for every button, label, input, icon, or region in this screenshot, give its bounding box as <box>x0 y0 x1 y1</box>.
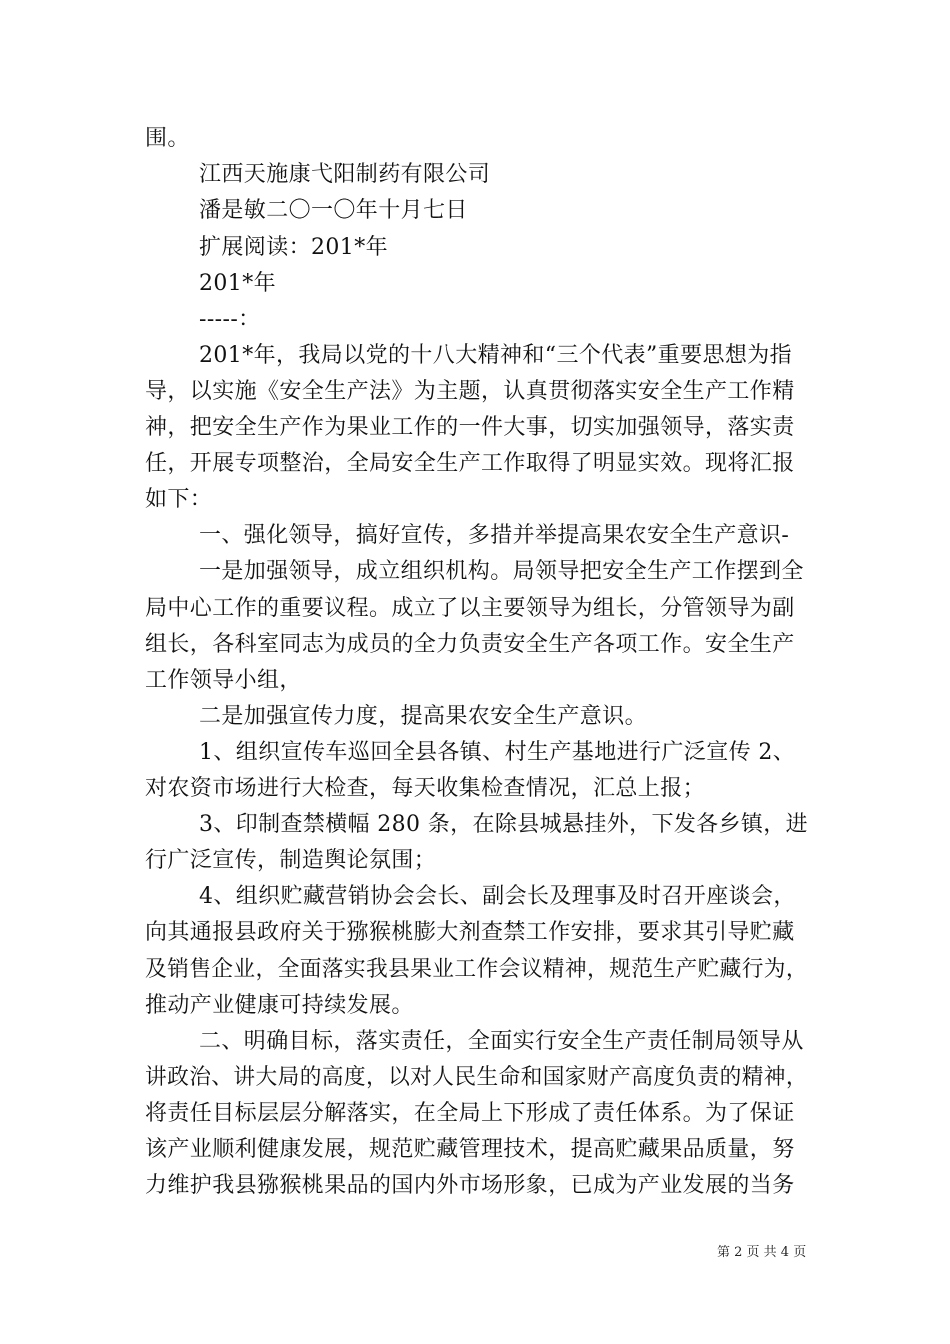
text-line: 局中心工作的重要议程。成立了以主要领导为组长，分管领导为副 <box>145 596 795 621</box>
text-line: 一是加强领导，成立组织机构。局领导把安全生产工作摆到全 <box>199 559 804 584</box>
text-line: 神，把安全生产作为果业工作的一件大事，切实加强领导，落实责 <box>145 415 795 440</box>
text-line: 及销售企业，全面落实我县果业工作会议精神，规范生产贮藏行为， <box>145 957 809 982</box>
text-line: 潘是敏二〇一〇年十月七日 <box>199 198 468 223</box>
text-line: 任，开展专项整治，全局安全生产工作取得了明显实效。现将汇报 <box>145 451 795 476</box>
text-line: 3、印制查禁横幅 280 条，在除县城悬挂外，下发各乡镇，进 <box>199 812 809 837</box>
text-line: 推动产业健康可持续发展。 <box>145 993 414 1018</box>
text-line: 组长，各科室同志为成员的全力负责安全生产各项工作。安全生产 <box>145 632 795 657</box>
text-line: 力维护我县猕猴桃果品的国内外市场形象，已成为产业发展的当务 <box>145 1173 795 1198</box>
text-line: -----： <box>199 307 261 332</box>
text-line: 一、强化领导，搞好宣传，多措并举提高果农安全生产意识- <box>199 523 790 548</box>
text-line: 对农资市场进行大检查，每天收集检查情况，汇总上报； <box>145 776 706 801</box>
text-line: 1、组织宣传车巡回全县各镇、村生产基地进行广泛宣传 2、 <box>199 740 796 765</box>
text-line: 201*年 <box>199 271 276 296</box>
text-line: 该产业顺利健康发展，规范贮藏管理技术，提高贮藏果品质量，努 <box>145 1137 795 1162</box>
text-line: 围。 <box>145 126 190 151</box>
text-line: 二、明确目标，落实责任，全面实行安全生产责任制局领导从 <box>199 1029 804 1054</box>
text-line: 向其通报县政府关于猕猴桃膨大剂查禁工作安排，要求其引导贮藏 <box>145 920 795 945</box>
text-line: 江西天施康弋阳制药有限公司 <box>199 162 491 187</box>
text-line: 如下： <box>145 487 213 512</box>
text-line: 导，以实施《安全生产法》为主题，认真贯彻落实安全生产工作精 <box>145 379 795 404</box>
text-line: 201*年，我局以党的十八大精神和“三个代表”重要思想为指 <box>199 343 793 368</box>
text-line: 扩展阅读：201*年 <box>199 235 388 260</box>
text-line: 将责任目标层层分解落实，在全局上下形成了责任体系。为了保证 <box>145 1101 795 1126</box>
text-line: 讲政治、讲大局的高度，以对人民生命和国家财产高度负责的精神， <box>145 1065 809 1090</box>
page-number-footer: 第 2 页 共 4 页 <box>717 1245 807 1260</box>
text-line: 二是加强宣传力度，提高果农安全生产意识。 <box>199 704 648 729</box>
text-line: 工作领导小组， <box>145 668 302 693</box>
text-line: 行广泛宣传，制造舆论氛围； <box>145 848 437 873</box>
text-line: 4、组织贮藏营销协会会长、副会长及理事及时召开座谈会， <box>199 884 796 909</box>
